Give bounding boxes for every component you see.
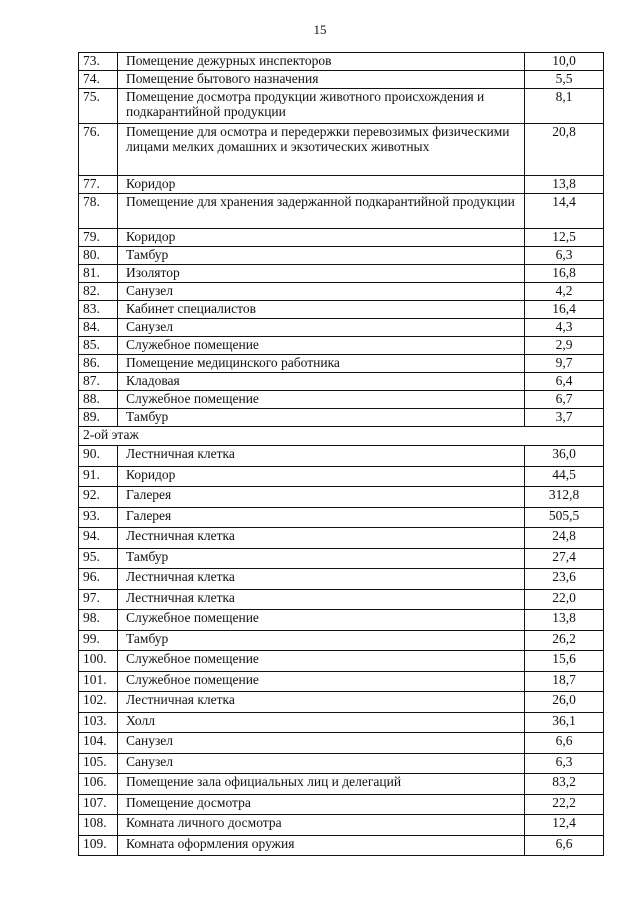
room-name: Помещение для осмотра и передержки перевозимых физическими лицами мелких домашних и экзотических животных [118,124,525,176]
room-number: 78. [79,194,118,229]
room-area: 6,6 [525,733,604,754]
room-area: 6,3 [525,247,604,265]
room-name: Служебное помещение [118,391,525,409]
room-number: 86. [79,355,118,373]
room-name: Галерея [118,507,525,528]
room-name: Коридор [118,176,525,194]
room-area: 22,2 [525,794,604,815]
room-name: Кабинет специалистов [118,301,525,319]
floor-heading: 2-ой этаж [79,427,604,446]
table-row [79,774,604,795]
room-number: 81. [79,265,118,283]
room-area: 9,7 [525,355,604,373]
second-floor-rows [79,446,604,856]
room-name: Лестничная клетка [118,446,525,467]
room-number: 82. [79,283,118,301]
table-row [79,247,604,265]
room-name: Кладовая [118,373,525,391]
room-area: 505,5 [525,507,604,528]
room-area: 16,8 [525,265,604,283]
room-number: 89. [79,409,118,427]
table-row [79,176,604,194]
table-row [79,712,604,733]
floor-heading-row [79,427,604,446]
first-floor-rows [79,53,604,427]
room-number: 100. [79,651,118,672]
table-row [79,124,604,176]
room-number: 105. [79,753,118,774]
table-row [79,194,604,229]
room-name: Тамбур [118,630,525,651]
room-area: 3,7 [525,409,604,427]
table-row [79,651,604,672]
room-number: 101. [79,671,118,692]
room-number: 76. [79,124,118,176]
room-area: 8,1 [525,89,604,124]
room-number: 84. [79,319,118,337]
table-row [79,692,604,713]
room-area: 5,5 [525,71,604,89]
table-row [79,815,604,836]
room-name: Служебное помещение [118,337,525,355]
room-area: 23,6 [525,569,604,590]
table-row [79,337,604,355]
table-row [79,301,604,319]
room-name: Служебное помещение [118,610,525,631]
room-area: 2,9 [525,337,604,355]
room-number: 107. [79,794,118,815]
room-area: 26,0 [525,692,604,713]
page-number: 15 [313,22,327,37]
table-row [79,71,604,89]
room-number: 96. [79,569,118,590]
room-number: 103. [79,712,118,733]
room-name: Помещение досмотра [118,794,525,815]
table-row [79,610,604,631]
room-number: 90. [79,446,118,467]
room-name: Санузел [118,753,525,774]
table-row [79,753,604,774]
room-name: Коридор [118,229,525,247]
table-row [79,794,604,815]
room-name: Санузел [118,283,525,301]
room-area: 6,6 [525,835,604,856]
room-name: Коридор [118,466,525,487]
room-name: Изолятор [118,265,525,283]
room-area: 13,8 [525,610,604,631]
table-row [79,630,604,651]
room-number: 99. [79,630,118,651]
room-number: 83. [79,301,118,319]
room-name: Лестничная клетка [118,569,525,590]
room-name: Служебное помещение [118,671,525,692]
room-number: 98. [79,610,118,631]
room-name: Галерея [118,487,525,508]
table-row [79,589,604,610]
room-number: 75. [79,89,118,124]
room-number: 108. [79,815,118,836]
room-number: 94. [79,528,118,549]
room-name: Лестничная клетка [118,528,525,549]
table-row [79,355,604,373]
room-name: Помещение дежурных инспекторов [118,53,525,71]
floor-section [79,427,604,446]
room-name: Помещение медицинского работника [118,355,525,373]
table-row [79,265,604,283]
room-area: 18,7 [525,671,604,692]
room-area: 13,8 [525,176,604,194]
room-area: 16,4 [525,301,604,319]
table-row [79,283,604,301]
room-name: Комната оформления оружия [118,835,525,856]
table-row [79,835,604,856]
room-name: Тамбур [118,247,525,265]
room-name: Холл [118,712,525,733]
room-name: Санузел [118,319,525,337]
room-name: Лестничная клетка [118,692,525,713]
room-number: 77. [79,176,118,194]
room-area: 4,3 [525,319,604,337]
room-number: 87. [79,373,118,391]
room-area: 44,5 [525,466,604,487]
room-number: 92. [79,487,118,508]
room-area: 4,2 [525,283,604,301]
room-area: 20,8 [525,124,604,176]
room-area: 26,2 [525,630,604,651]
room-name: Санузел [118,733,525,754]
room-number: 85. [79,337,118,355]
room-area: 6,4 [525,373,604,391]
room-name: Помещение для хранения задержанной подкарантийной продукции [118,194,525,229]
room-area: 312,8 [525,487,604,508]
room-name: Помещение досмотра продукции животного происхождения и подкарантийной продукции [118,89,525,124]
room-area: 12,5 [525,229,604,247]
table-row [79,507,604,528]
table-row [79,89,604,124]
table-row [79,548,604,569]
table-row [79,319,604,337]
room-area: 36,1 [525,712,604,733]
room-number: 88. [79,391,118,409]
room-area: 10,0 [525,53,604,71]
room-number: 106. [79,774,118,795]
room-area: 15,6 [525,651,604,672]
room-number: 109. [79,835,118,856]
room-area: 22,0 [525,589,604,610]
room-area: 6,3 [525,753,604,774]
room-area: 83,2 [525,774,604,795]
room-name: Тамбур [118,409,525,427]
room-number: 79. [79,229,118,247]
room-number: 73. [79,53,118,71]
rooms-table [78,52,604,856]
room-number: 97. [79,589,118,610]
room-number: 93. [79,507,118,528]
table-row [79,373,604,391]
table-row [79,446,604,467]
room-name: Служебное помещение [118,651,525,672]
room-area: 6,7 [525,391,604,409]
room-number: 104. [79,733,118,754]
table-row [79,487,604,508]
table-row [79,53,604,71]
table-row [79,528,604,549]
room-area: 14,4 [525,194,604,229]
room-name: Комната личного досмотра [118,815,525,836]
room-name: Помещение зала официальных лиц и делегаций [118,774,525,795]
room-area: 12,4 [525,815,604,836]
room-name: Лестничная клетка [118,589,525,610]
room-number: 80. [79,247,118,265]
room-number: 74. [79,71,118,89]
room-area: 24,8 [525,528,604,549]
table-row [79,466,604,487]
table-row [79,733,604,754]
room-number: 95. [79,548,118,569]
room-number: 91. [79,466,118,487]
table-row [79,569,604,590]
room-name: Тамбур [118,548,525,569]
room-area: 36,0 [525,446,604,467]
table-row [79,409,604,427]
room-area: 27,4 [525,548,604,569]
room-name: Помещение бытового назначения [118,71,525,89]
table-row [79,391,604,409]
table-row [79,229,604,247]
room-number: 102. [79,692,118,713]
table-row [79,671,604,692]
